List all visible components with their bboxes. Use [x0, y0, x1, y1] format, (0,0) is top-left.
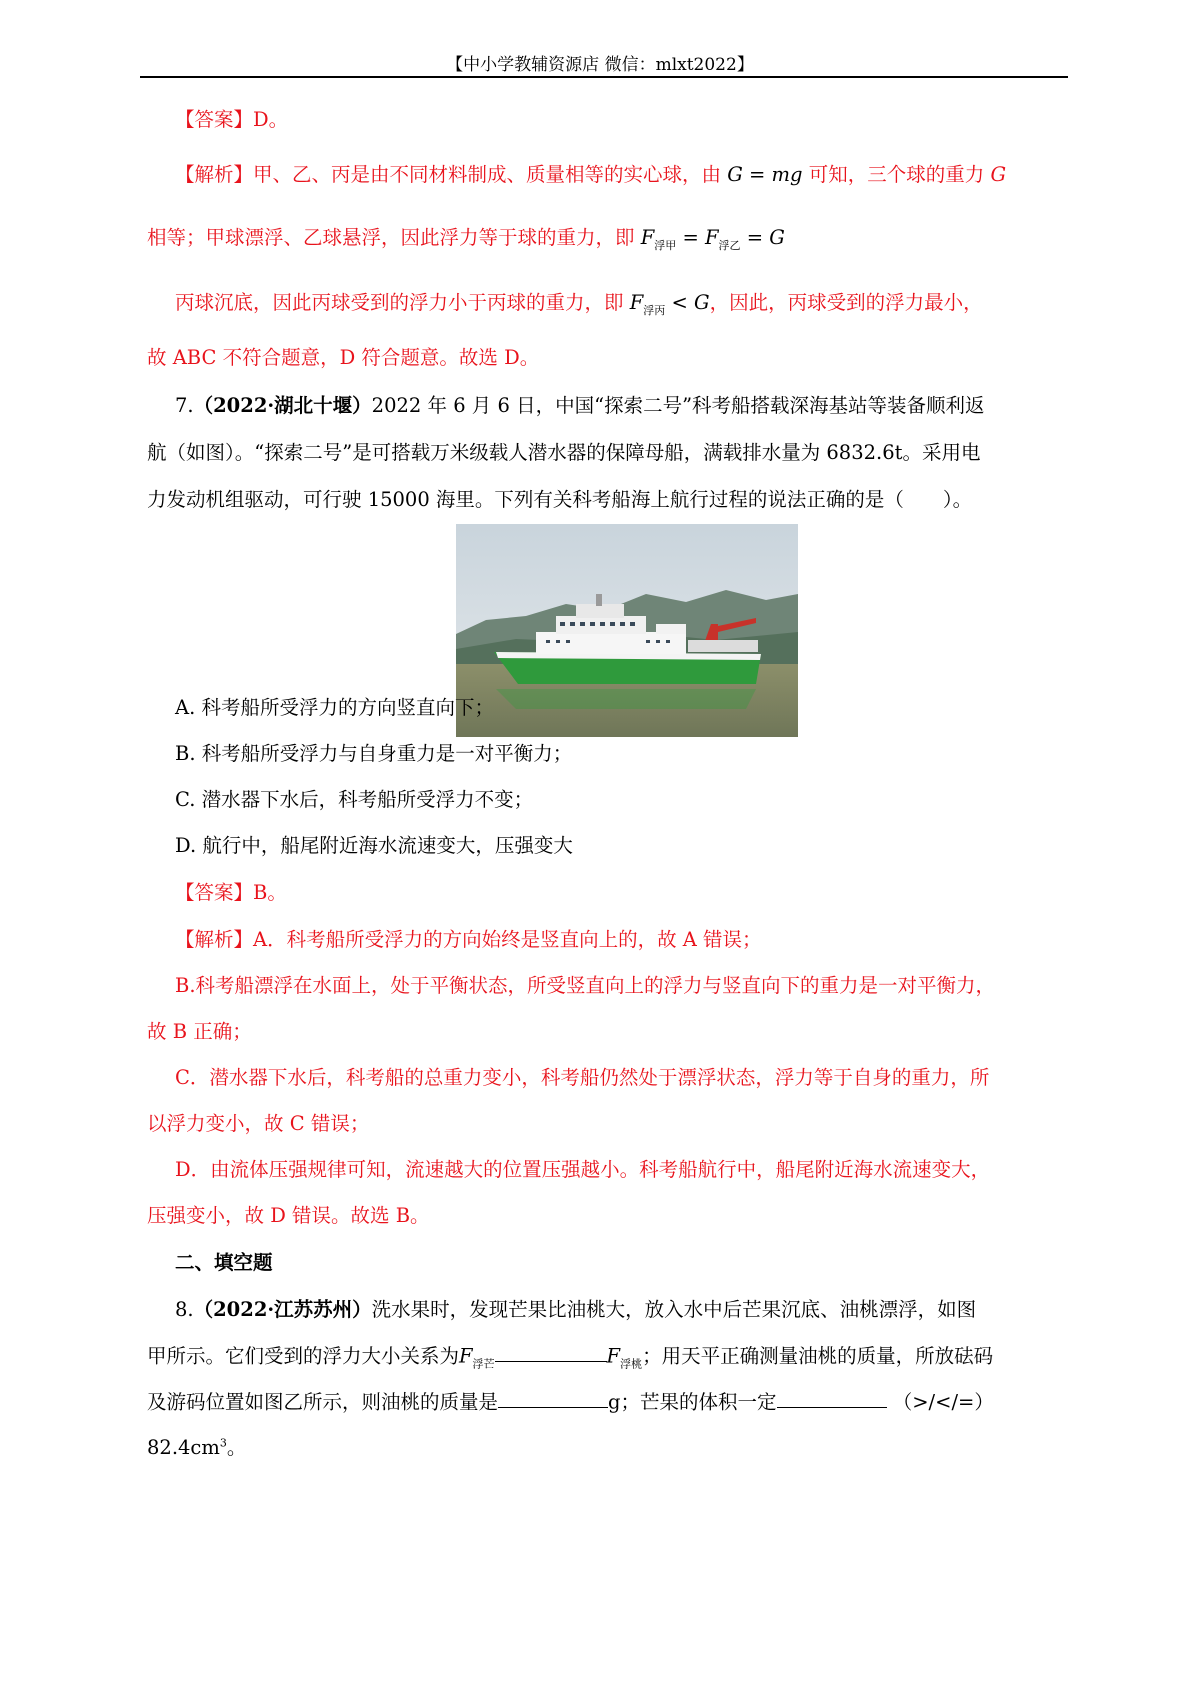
analysis-text: 相等；甲球漂浮、乙球悬浮，因此浮力等于球的重力，即 [147, 226, 635, 249]
answer-blank-1[interactable] [495, 1340, 607, 1362]
q6-analysis-line3 [175, 287, 983, 318]
analysis-text: 可知，三个球的重力 [808, 163, 985, 186]
question-text: 甲所示。它们受到的浮力大小关系为 [147, 1344, 460, 1368]
analysis-text: 丙球沉底，因此丙球受到的浮力小于丙球的重力，即 [175, 291, 624, 314]
q6-analysis-line2 [147, 222, 785, 253]
q8-stem-line1 [175, 1294, 976, 1322]
q7-analysis-line3: 故 B 正确； [147, 1020, 252, 1043]
q7-option-d: D. 航行中，船尾附近海水流速变大，压强变大 [175, 834, 573, 857]
q7-analysis-line7: 压强变小，故 D 错误。故选 B。 [147, 1204, 430, 1227]
question-text: 洗水果时，发现芒果比油桃大，放入水中后芒果沉底、油桃漂浮，如图 [371, 1298, 977, 1321]
q7-analysis-line4: C．潜水器下水后，科考船的总重力变小，科考船仍然处于漂浮状态，浮力等于自身的重力，所 [175, 1066, 990, 1089]
subscript-mango: 浮芒 [472, 1357, 495, 1371]
analysis-label: 【解析】 [175, 163, 254, 186]
answer-blank-3[interactable] [777, 1386, 887, 1408]
q7-analysis-line1: 【解析】A．科考船所受浮力的方向始终是竖直向上的，故 A 错误； [175, 928, 762, 951]
f-symbol: F [606, 1344, 621, 1368]
header-divider [140, 76, 1068, 78]
section-title: 二、填空题 [175, 1251, 273, 1274]
analysis-text: 甲、乙、丙是由不同材料制成、质量相等的实心球，由 [253, 163, 722, 186]
formula-buoyancy-equal: $F_{浮甲} = F_{浮乙} = G$ [640, 226, 785, 252]
question-text: 。 [226, 1436, 247, 1459]
q7-analysis-line6: D．由流体压强规律可知，流速越大的位置压强越小。科考船航行中，船尾附近海水流速变大， [175, 1158, 991, 1181]
q7-option-b: B. 科考船所受浮力与自身重力是一对平衡力； [175, 742, 573, 765]
subscript-peach: 浮桃 [620, 1357, 643, 1371]
question-text: 82.4cm [147, 1436, 220, 1459]
q8-stem-line4 [147, 1432, 246, 1460]
analysis-text: ，因此，丙球受到的浮力最小， [709, 291, 983, 314]
ship-photo [456, 524, 798, 737]
question-text: 及游码位置如图乙所示，则油桃的质量是 [147, 1390, 499, 1414]
q7-stem-line3: 力发动机组驱动，可行驶 15000 海里。下列有关科考船海上航行过程的说法正确的是（ ）。 [147, 488, 973, 511]
page-header: 【中小学教辅资源店 微信：mlxt2022】 [446, 55, 754, 75]
g-symbol: G [990, 163, 1007, 186]
question-text: （>/</=） [892, 1390, 994, 1414]
formula-g-mg: G = mg [727, 163, 803, 186]
question-text: g；芒果的体积一定 [608, 1390, 777, 1414]
q7-option-c: C. 潜水器下水后，科考船所受浮力不变； [175, 788, 534, 811]
q8-stem-line2 [147, 1340, 993, 1371]
q7-analysis-line2: B.科考船漂浮在水面上，处于平衡状态，所受竖直向上的浮力与竖直向下的重力是一对平衡力， [175, 974, 996, 997]
q8-stem-line3 [147, 1386, 994, 1414]
formula-buoyancy-less: $F_{浮丙} < G$ [629, 291, 710, 317]
q6-answer: 【答案】D。 [175, 108, 289, 131]
q7-analysis-line5: 以浮力变小，故 C 错误； [147, 1112, 370, 1135]
ship-reflection-icon [496, 689, 756, 709]
q6-analysis-line1 [175, 159, 1006, 187]
f-symbol: F [459, 1344, 473, 1368]
q6-analysis-line4: 故 ABC 不符合题意，D 符合题意。故选 D。 [147, 346, 540, 369]
question-source: （2022·湖北十堰） [193, 394, 372, 417]
question-text: 2022 年 6 月 6 日，中国“探索二号”科考船搭载深海基站等装备顺利返 [371, 394, 985, 417]
answer-blank-2[interactable] [498, 1386, 608, 1408]
question-source: （2022·江苏苏州） [193, 1298, 372, 1321]
q7-stem-line1 [175, 390, 985, 418]
q7-option-a: A. 科考船所受浮力的方向竖直向下； [175, 696, 494, 719]
q7-answer: 【答案】B。 [175, 881, 287, 904]
question-number: 7. [175, 394, 194, 417]
superscript: 3 [219, 1436, 227, 1450]
question-number: 8. [175, 1298, 194, 1321]
question-text: ；用天平正确测量油桃的质量，所放砝码 [642, 1344, 994, 1368]
q7-stem-line2: 航（如图）。“探索二号”是可搭载万米级载人潜水器的保障母船，满载排水量为 6832.6t。采用电 [147, 441, 981, 464]
